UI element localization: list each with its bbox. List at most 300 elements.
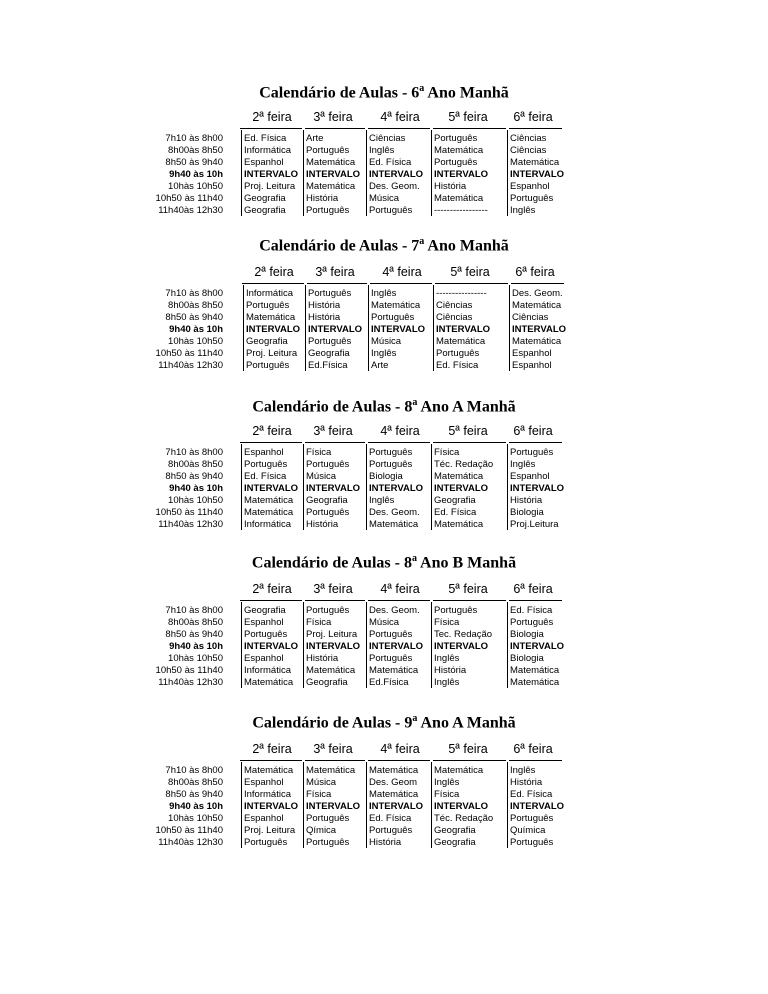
subject-cell: Português — [306, 813, 350, 824]
subject-cell: INTERVALO — [369, 641, 424, 652]
day-column — [308, 288, 368, 372]
day-column — [436, 288, 510, 372]
subject-cell: Português — [244, 459, 288, 470]
time-slot: 11h40às 12h30 — [158, 837, 223, 848]
subject-cell: Matemática — [434, 765, 484, 776]
subject-cell: Qímica — [306, 825, 337, 836]
schedule-title: Calendário de Aulas - 6$^a$ Ano Manhã — [259, 83, 509, 102]
day-column — [244, 765, 304, 849]
subject-cell: Português — [369, 653, 413, 664]
time-slot: 7h10 às 8h00 — [165, 765, 223, 776]
subject-cell: Inglês — [369, 145, 395, 156]
time-slot: 11h40às 12h30 — [158, 519, 223, 530]
subject-cell: Matemática — [369, 765, 419, 776]
subject-cell: Espanhol — [244, 813, 284, 824]
column-divider — [368, 285, 369, 371]
subject-cell: Português — [436, 348, 480, 359]
subject-cell: Química — [510, 825, 546, 836]
subject-cell: INTERVALO — [512, 324, 567, 335]
subject-cell: História — [434, 181, 467, 192]
time-slot: 10hàs 10h50 — [168, 495, 223, 506]
subject-cell: História — [369, 837, 402, 848]
subject-cell: Música — [306, 471, 337, 482]
subject-cell: Física — [434, 789, 460, 800]
header-rule — [509, 600, 562, 601]
subject-cell: INTERVALO — [369, 801, 424, 812]
day-header: 2ª feira — [254, 265, 294, 279]
column-divider — [431, 762, 432, 848]
day-column — [306, 133, 366, 217]
subject-cell: História — [308, 312, 341, 323]
subject-cell: Inglês — [510, 765, 536, 776]
day-header: 6ª feira — [515, 265, 555, 279]
time-slot: 9h40 às 10h — [169, 801, 223, 812]
subject-cell: Física — [306, 447, 332, 458]
subject-cell: INTERVALO — [436, 324, 491, 335]
subject-cell: Português — [434, 133, 478, 144]
header-rule — [242, 283, 304, 284]
day-header: 3ª feira — [313, 424, 353, 438]
header-rule — [305, 600, 365, 601]
subject-cell: INTERVALO — [434, 641, 489, 652]
header-rule — [240, 128, 302, 129]
subject-cell: Português — [510, 193, 554, 204]
subject-cell: Geografia — [244, 193, 286, 204]
subject-cell: Português — [306, 459, 350, 470]
subject-cell: Física — [434, 447, 460, 458]
day-column — [434, 765, 508, 849]
subject-cell: Música — [306, 777, 337, 788]
header-rule — [305, 128, 365, 129]
time-slot: 8h50 às 9h40 — [165, 471, 223, 482]
header-rule — [370, 283, 432, 284]
subject-cell: Matemática — [434, 145, 484, 156]
day-column — [369, 133, 431, 217]
subject-cell: Português — [369, 459, 413, 470]
schedule-title: Calendário de Aulas - 8$^a$ Ano A Manhã — [252, 397, 516, 416]
subject-cell: Português — [371, 312, 415, 323]
schedule-title: Calendário de Aulas - 7$^a$ Ano Manhã — [259, 236, 509, 255]
time-slot: 11h40às 12h30 — [158, 360, 223, 371]
day-header: 5ª feira — [448, 424, 488, 438]
subject-cell: Português — [510, 813, 554, 824]
subject-cell: Português — [306, 507, 350, 518]
subject-cell: Matemática — [510, 157, 560, 168]
subject-cell: INTERVALO — [369, 169, 424, 180]
day-column — [244, 447, 304, 531]
schedule-title: Calendário de Aulas - 8$^a$ Ano B Manhã — [251, 553, 517, 572]
header-rule — [511, 283, 564, 284]
subject-cell: Português — [244, 629, 288, 640]
time-column — [140, 133, 223, 217]
subject-cell: Português — [306, 205, 350, 216]
subject-cell: Ed. Física — [244, 471, 287, 482]
header-rule — [368, 760, 430, 761]
subject-cell: Matemática — [369, 789, 419, 800]
time-slot: 7h10 às 8h00 — [165, 133, 223, 144]
time-slot: 8h00às 8h50 — [168, 145, 223, 156]
day-header: 5ª feira — [448, 110, 488, 124]
time-slot: 10h50 às 11h40 — [155, 825, 223, 836]
subject-cell: Proj.Leitura — [510, 519, 559, 530]
subject-cell: Ed.Física — [369, 677, 409, 688]
day-column — [306, 605, 366, 689]
subject-cell: Espanhol — [510, 181, 550, 192]
subject-cell: Ciências — [512, 312, 549, 323]
subject-cell: Física — [306, 617, 332, 628]
subject-cell: Português — [369, 629, 413, 640]
subject-cell: Português — [246, 360, 290, 371]
subject-cell: Des. Geom. — [369, 507, 420, 518]
day-column — [510, 133, 568, 217]
time-slot: 8h50 às 9h40 — [165, 312, 223, 323]
header-rule — [435, 283, 508, 284]
header-rule — [368, 600, 430, 601]
subject-cell: Inglês — [371, 348, 397, 359]
header-rule — [307, 283, 367, 284]
day-column — [510, 447, 568, 531]
subject-cell: Ed. Física — [434, 507, 477, 518]
time-slot: 8h00às 8h50 — [168, 617, 223, 628]
day-header: 4ª feira — [380, 742, 420, 756]
day-column — [246, 288, 306, 372]
subject-cell: Informática — [244, 665, 291, 676]
subject-cell: Des. Geom. — [369, 181, 420, 192]
subject-cell: Proj. Leitura — [246, 348, 298, 359]
subject-cell: Ed. Física — [510, 605, 553, 616]
subject-cell: Espanhol — [244, 617, 284, 628]
subject-cell: INTERVALO — [244, 641, 299, 652]
time-slot: 10h50 às 11h40 — [155, 193, 223, 204]
subject-cell: Informática — [244, 789, 291, 800]
subject-cell: Matemática — [244, 495, 294, 506]
subject-cell: Inglês — [369, 495, 395, 506]
subject-cell: Inglês — [434, 653, 460, 664]
subject-cell: INTERVALO — [306, 169, 361, 180]
subject-cell: Inglês — [434, 777, 460, 788]
subject-cell: Des. Geom. — [369, 605, 420, 616]
subject-cell: Geografia — [434, 837, 476, 848]
time-slot: 9h40 às 10h — [169, 641, 223, 652]
subject-cell: Des. Geom. — [512, 288, 563, 299]
day-column — [434, 133, 508, 217]
subject-cell: Música — [371, 336, 402, 347]
column-divider — [243, 285, 244, 371]
subject-cell: Matemática — [244, 677, 294, 688]
subject-cell: Português — [244, 837, 288, 848]
time-slot: 10h50 às 11h40 — [155, 348, 223, 359]
header-rule — [305, 442, 365, 443]
time-slot: 10hàs 10h50 — [168, 653, 223, 664]
day-column — [244, 605, 304, 689]
subject-cell: Português — [510, 617, 554, 628]
subject-cell: Ed. Física — [244, 133, 287, 144]
column-divider — [366, 444, 367, 530]
subject-cell: História — [510, 495, 543, 506]
day-header: 4ª feira — [380, 582, 420, 596]
time-slot: 10h50 às 11h40 — [155, 665, 223, 676]
subject-cell: Matemática — [306, 181, 356, 192]
header-rule — [509, 442, 562, 443]
subject-cell: Geografia — [244, 205, 286, 216]
subject-cell: Informática — [246, 288, 293, 299]
subject-cell: Matemática — [434, 193, 484, 204]
day-column — [434, 605, 508, 689]
subject-cell: Espanhol — [244, 777, 284, 788]
subject-cell: INTERVALO — [244, 483, 299, 494]
header-rule — [509, 128, 562, 129]
subject-cell: Inglês — [434, 677, 460, 688]
subject-cell: Ciências — [510, 133, 547, 144]
time-slot: 8h50 às 9h40 — [165, 789, 223, 800]
subject-cell: Matemática — [512, 336, 562, 347]
time-slot: 9h40 às 10h — [169, 169, 223, 180]
day-header: 6ª feira — [513, 742, 553, 756]
subject-cell: Matemática — [246, 312, 296, 323]
day-column — [244, 133, 304, 217]
time-slot: 7h10 às 8h00 — [165, 288, 223, 299]
subject-cell: Biologia — [510, 653, 544, 664]
subject-cell: Inglês — [371, 288, 397, 299]
subject-cell: INTERVALO — [434, 801, 489, 812]
subject-cell: Matemática — [369, 519, 419, 530]
subject-cell: Informática — [244, 145, 291, 156]
header-rule — [240, 442, 302, 443]
column-divider — [366, 602, 367, 688]
time-column — [140, 765, 223, 849]
subject-cell: Ed. Física — [510, 789, 553, 800]
column-divider — [433, 285, 434, 371]
subject-cell: Inglês — [510, 459, 536, 470]
column-divider — [241, 762, 242, 848]
subject-cell: História — [306, 653, 339, 664]
subject-cell: Ciências — [369, 133, 406, 144]
subject-cell: Geografia — [246, 336, 288, 347]
day-column — [306, 447, 366, 531]
subject-cell: ----------------- — [434, 205, 488, 216]
time-slot: 7h10 às 8h00 — [165, 605, 223, 616]
header-rule — [240, 600, 302, 601]
subject-cell: Física — [434, 617, 460, 628]
subject-cell: INTERVALO — [371, 324, 426, 335]
subject-cell: INTERVALO — [308, 324, 363, 335]
subject-cell: INTERVALO — [369, 483, 424, 494]
schedule-title: Calendário de Aulas - 9$^a$ Ano A Manhã — [252, 713, 516, 732]
subject-cell: Biologia — [369, 471, 403, 482]
day-header: 5ª feira — [448, 582, 488, 596]
day-header: 5ª feira — [448, 742, 488, 756]
column-divider — [366, 762, 367, 848]
day-column — [306, 765, 366, 849]
header-rule — [368, 128, 430, 129]
subject-cell: Proj. Leitura — [244, 181, 296, 192]
subject-cell: Ed.Física — [308, 360, 348, 371]
day-header: 5ª feira — [450, 265, 490, 279]
column-divider — [241, 444, 242, 530]
subject-cell: Matemática — [512, 300, 562, 311]
time-slot: 8h50 às 9h40 — [165, 157, 223, 168]
column-divider — [431, 602, 432, 688]
subject-cell: INTERVALO — [244, 169, 299, 180]
subject-cell: Português — [369, 205, 413, 216]
column-divider — [431, 130, 432, 216]
subject-cell: Arte — [371, 360, 389, 371]
subject-cell: História — [306, 519, 339, 530]
time-column — [140, 605, 223, 689]
subject-cell: Tec. Redação — [434, 629, 493, 640]
subject-cell: Português — [246, 300, 290, 311]
subject-cell: História — [510, 777, 543, 788]
day-header: 2ª feira — [252, 424, 292, 438]
header-rule — [433, 442, 506, 443]
subject-cell: Espanhol — [244, 653, 284, 664]
day-column — [510, 765, 568, 849]
subject-cell: Geografia — [244, 605, 286, 616]
subject-cell: História — [306, 193, 339, 204]
time-slot: 10hàs 10h50 — [168, 336, 223, 347]
subject-cell: Ed. Física — [369, 157, 412, 168]
subject-cell: Física — [306, 789, 332, 800]
day-column — [434, 447, 508, 531]
subject-cell: Des. Geom — [369, 777, 418, 788]
subject-cell: INTERVALO — [306, 483, 361, 494]
subject-cell: Geografia — [434, 825, 476, 836]
subject-cell: INTERVALO — [434, 483, 489, 494]
subject-cell: Português — [306, 145, 350, 156]
subject-cell: Português — [308, 288, 352, 299]
subject-cell: Português — [306, 837, 350, 848]
subject-cell: Biologia — [510, 629, 544, 640]
time-slot: 11h40às 12h30 — [158, 205, 223, 216]
time-slot: 9h40 às 10h — [169, 324, 223, 335]
subject-cell: Matemática — [369, 665, 419, 676]
column-divider — [241, 130, 242, 216]
subject-cell: INTERVALO — [246, 324, 301, 335]
subject-cell: Matemática — [434, 471, 484, 482]
subject-cell: Téc. Redação — [434, 459, 494, 470]
subject-cell: INTERVALO — [244, 801, 299, 812]
subject-cell: História — [308, 300, 341, 311]
time-slot: 8h00às 8h50 — [168, 300, 223, 311]
subject-cell: Matemática — [244, 507, 294, 518]
time-slot: 8h50 às 9h40 — [165, 629, 223, 640]
time-slot: 10hàs 10h50 — [168, 813, 223, 824]
header-rule — [305, 760, 365, 761]
subject-cell: Ed. Física — [436, 360, 479, 371]
header-rule — [368, 442, 430, 443]
subject-cell: INTERVALO — [306, 641, 361, 652]
subject-cell: INTERVALO — [510, 801, 565, 812]
day-header: 2ª feira — [252, 110, 292, 124]
subject-cell: Geografia — [306, 677, 348, 688]
time-slot: 11h40às 12h30 — [158, 677, 223, 688]
subject-cell: Inglês — [510, 205, 536, 216]
day-header: 2ª feira — [252, 582, 292, 596]
time-slot: 8h00às 8h50 — [168, 459, 223, 470]
subject-cell: INTERVALO — [510, 641, 565, 652]
header-rule — [509, 760, 562, 761]
subject-cell: Português — [369, 825, 413, 836]
day-column — [510, 605, 568, 689]
subject-cell: Biologia — [510, 507, 544, 518]
header-rule — [433, 760, 506, 761]
day-column — [369, 605, 431, 689]
subject-cell: Português — [510, 837, 554, 848]
subject-cell: Matemática — [434, 519, 484, 530]
subject-cell: Ciências — [436, 312, 473, 323]
time-slot: 7h10 às 8h00 — [165, 447, 223, 458]
column-divider — [431, 444, 432, 530]
subject-cell: INTERVALO — [510, 169, 565, 180]
day-header: 3ª feira — [313, 110, 353, 124]
day-header: 3ª feira — [315, 265, 355, 279]
subject-cell: Geografia — [434, 495, 476, 506]
subject-cell: Matemática — [510, 677, 560, 688]
subject-cell: Espanhol — [244, 157, 284, 168]
subject-cell: Arte — [306, 133, 324, 144]
subject-cell: Matemática — [306, 157, 356, 168]
subject-cell: Espanhol — [512, 360, 552, 371]
subject-cell: Ciências — [436, 300, 473, 311]
day-column — [512, 288, 570, 372]
time-slot: 10hàs 10h50 — [168, 181, 223, 192]
subject-cell: Matemática — [306, 765, 356, 776]
day-header: 6ª feira — [513, 424, 553, 438]
day-header: 4ª feira — [382, 265, 422, 279]
day-header: 6ª feira — [513, 110, 553, 124]
subject-cell: Português — [434, 157, 478, 168]
subject-cell: Português — [510, 447, 554, 458]
time-slot: 9h40 às 10h — [169, 483, 223, 494]
day-header: 3ª feira — [313, 742, 353, 756]
time-column — [140, 288, 223, 372]
subject-cell: Matemática — [244, 765, 294, 776]
day-column — [371, 288, 433, 372]
subject-cell: Música — [369, 617, 400, 628]
subject-cell: Português — [306, 605, 350, 616]
subject-cell: Proj. Leitura — [244, 825, 296, 836]
subject-cell: Espanhol — [512, 348, 552, 359]
subject-cell: Matemática — [510, 665, 560, 676]
day-header: 3ª feira — [313, 582, 353, 596]
subject-cell: Ciências — [510, 145, 547, 156]
subject-cell: Espanhol — [244, 447, 284, 458]
subject-cell: História — [434, 665, 467, 676]
subject-cell: Português — [434, 605, 478, 616]
day-header: 4ª feira — [380, 110, 420, 124]
subject-cell: Espanhol — [510, 471, 550, 482]
subject-cell: Português — [369, 447, 413, 458]
subject-cell: Matemática — [436, 336, 486, 347]
subject-cell: Proj. Leitura — [306, 629, 358, 640]
day-header: 4ª feira — [380, 424, 420, 438]
day-column — [369, 765, 431, 849]
day-header: 6ª feira — [513, 582, 553, 596]
subject-cell: Matemática — [371, 300, 421, 311]
column-divider — [366, 130, 367, 216]
time-column — [140, 447, 223, 531]
subject-cell: INTERVALO — [306, 801, 361, 812]
day-header: 2ª feira — [252, 742, 292, 756]
subject-cell: INTERVALO — [510, 483, 565, 494]
subject-cell: ---------------- — [436, 288, 487, 299]
subject-cell: Geografia — [306, 495, 348, 506]
header-rule — [433, 128, 506, 129]
header-rule — [240, 760, 302, 761]
subject-cell: Téc. Redação — [434, 813, 494, 824]
subject-cell: Ed. Física — [369, 813, 412, 824]
subject-cell: Informática — [244, 519, 291, 530]
